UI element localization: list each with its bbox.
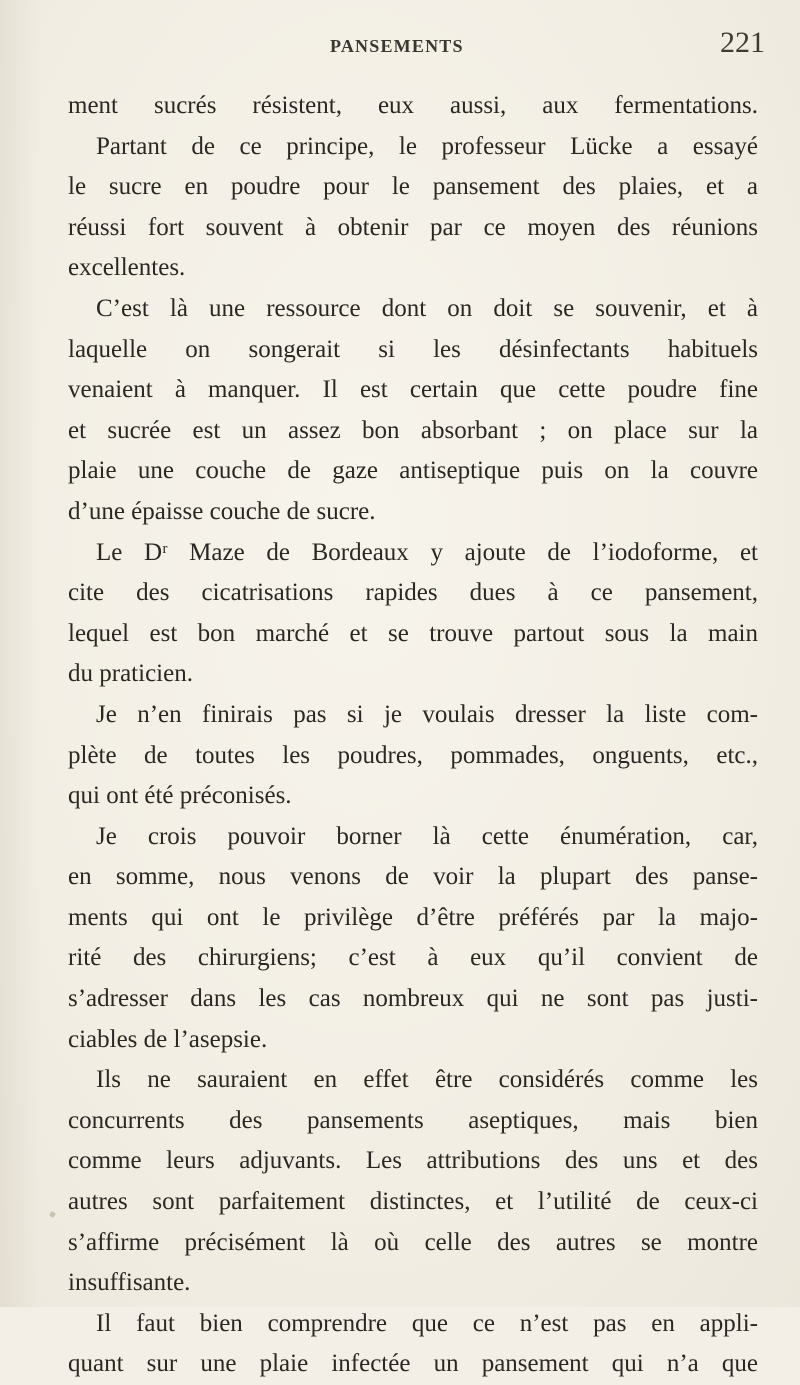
text-line: comme leurs adjuvants. Les attributions des uns et des	[68, 1147, 758, 1175]
text-line: s’affirme précisément là où celle des autres se montre	[68, 1228, 758, 1256]
running-title: PANSEMENTS	[330, 36, 464, 56]
text-line: Ils ne sauraient en effet être considérés comme les	[96, 1066, 758, 1094]
text-line: réussi fort souvent à obtenir par ce moyen des réunions	[68, 213, 758, 241]
text-line: qui ont été préconisés.	[68, 782, 292, 810]
page-number: 221	[720, 26, 765, 59]
body-text	[68, 86, 758, 1385]
text-line: du praticien.	[68, 660, 193, 688]
running-header	[0, 24, 800, 64]
text-line: insuffisante.	[68, 1269, 191, 1297]
text-line: d’une épaisse couche de sucre.	[68, 497, 376, 525]
text-line: quant sur une plaie infectée un pansement qui n’a que	[68, 1350, 758, 1378]
text-line: et sucrée est un assez bon absorbant ; on place sur la	[68, 416, 758, 444]
text-line: rité des chirurgiens; c’est à eux qu’il convient de	[68, 944, 758, 972]
text-line: lequel est bon marché et se trouve partout sous la main	[68, 619, 758, 647]
text-line: s’adresser dans les cas nombreux qui ne sont pas justi-	[68, 985, 758, 1013]
text-line: plète de toutes les poudres, pommades, onguents, etc.,	[68, 741, 758, 769]
text-line: laquelle on songerait si les désinfectants habituels	[68, 335, 758, 363]
text-line: Partant de ce principe, le professeur Lücke a essayé	[96, 132, 758, 160]
text-line: ciables de l’asepsie.	[68, 1025, 268, 1053]
text-line: plaie une couche de gaze antiseptique puis on la couvre	[68, 457, 758, 485]
text-line: Il faut bien comprendre que ce n’est pas en appli-	[96, 1309, 758, 1337]
text-line: venaient à manquer. Il est certain que cette poudre fine	[68, 376, 758, 404]
text-line: ment sucrés résistent, eux aussi, aux fermentations.	[68, 92, 758, 119]
text-line: le sucre en poudre pour le pansement des plaies, et a	[68, 173, 758, 201]
text-line: C’est là une ressource dont on doit se souvenir, et à	[96, 294, 758, 322]
text-line: ments qui ont le privilège d’être préférés par la majo-	[68, 903, 758, 931]
scan-speck	[49, 1211, 56, 1218]
text-line: cite des cicatrisations rapides dues à ce pansement,	[68, 579, 758, 607]
text-line: Je n’en finirais pas si je voulais dresser la liste com-	[96, 700, 758, 728]
text-line: Je crois pouvoir borner là cette énumération, car,	[96, 822, 758, 850]
text-line: autres sont parfaitement distinctes, et l’utilité de ceux-ci	[68, 1188, 758, 1216]
text-line: en somme, nous venons de voir la plupart des panse-	[68, 863, 758, 891]
text-line: concurrents des pansements aseptiques, mais bien	[68, 1106, 758, 1134]
text-line: excellentes.	[68, 254, 186, 282]
text-line: Le Dʳ Maze de Bordeaux y ajoute de l’iodoforme, et	[96, 538, 758, 566]
